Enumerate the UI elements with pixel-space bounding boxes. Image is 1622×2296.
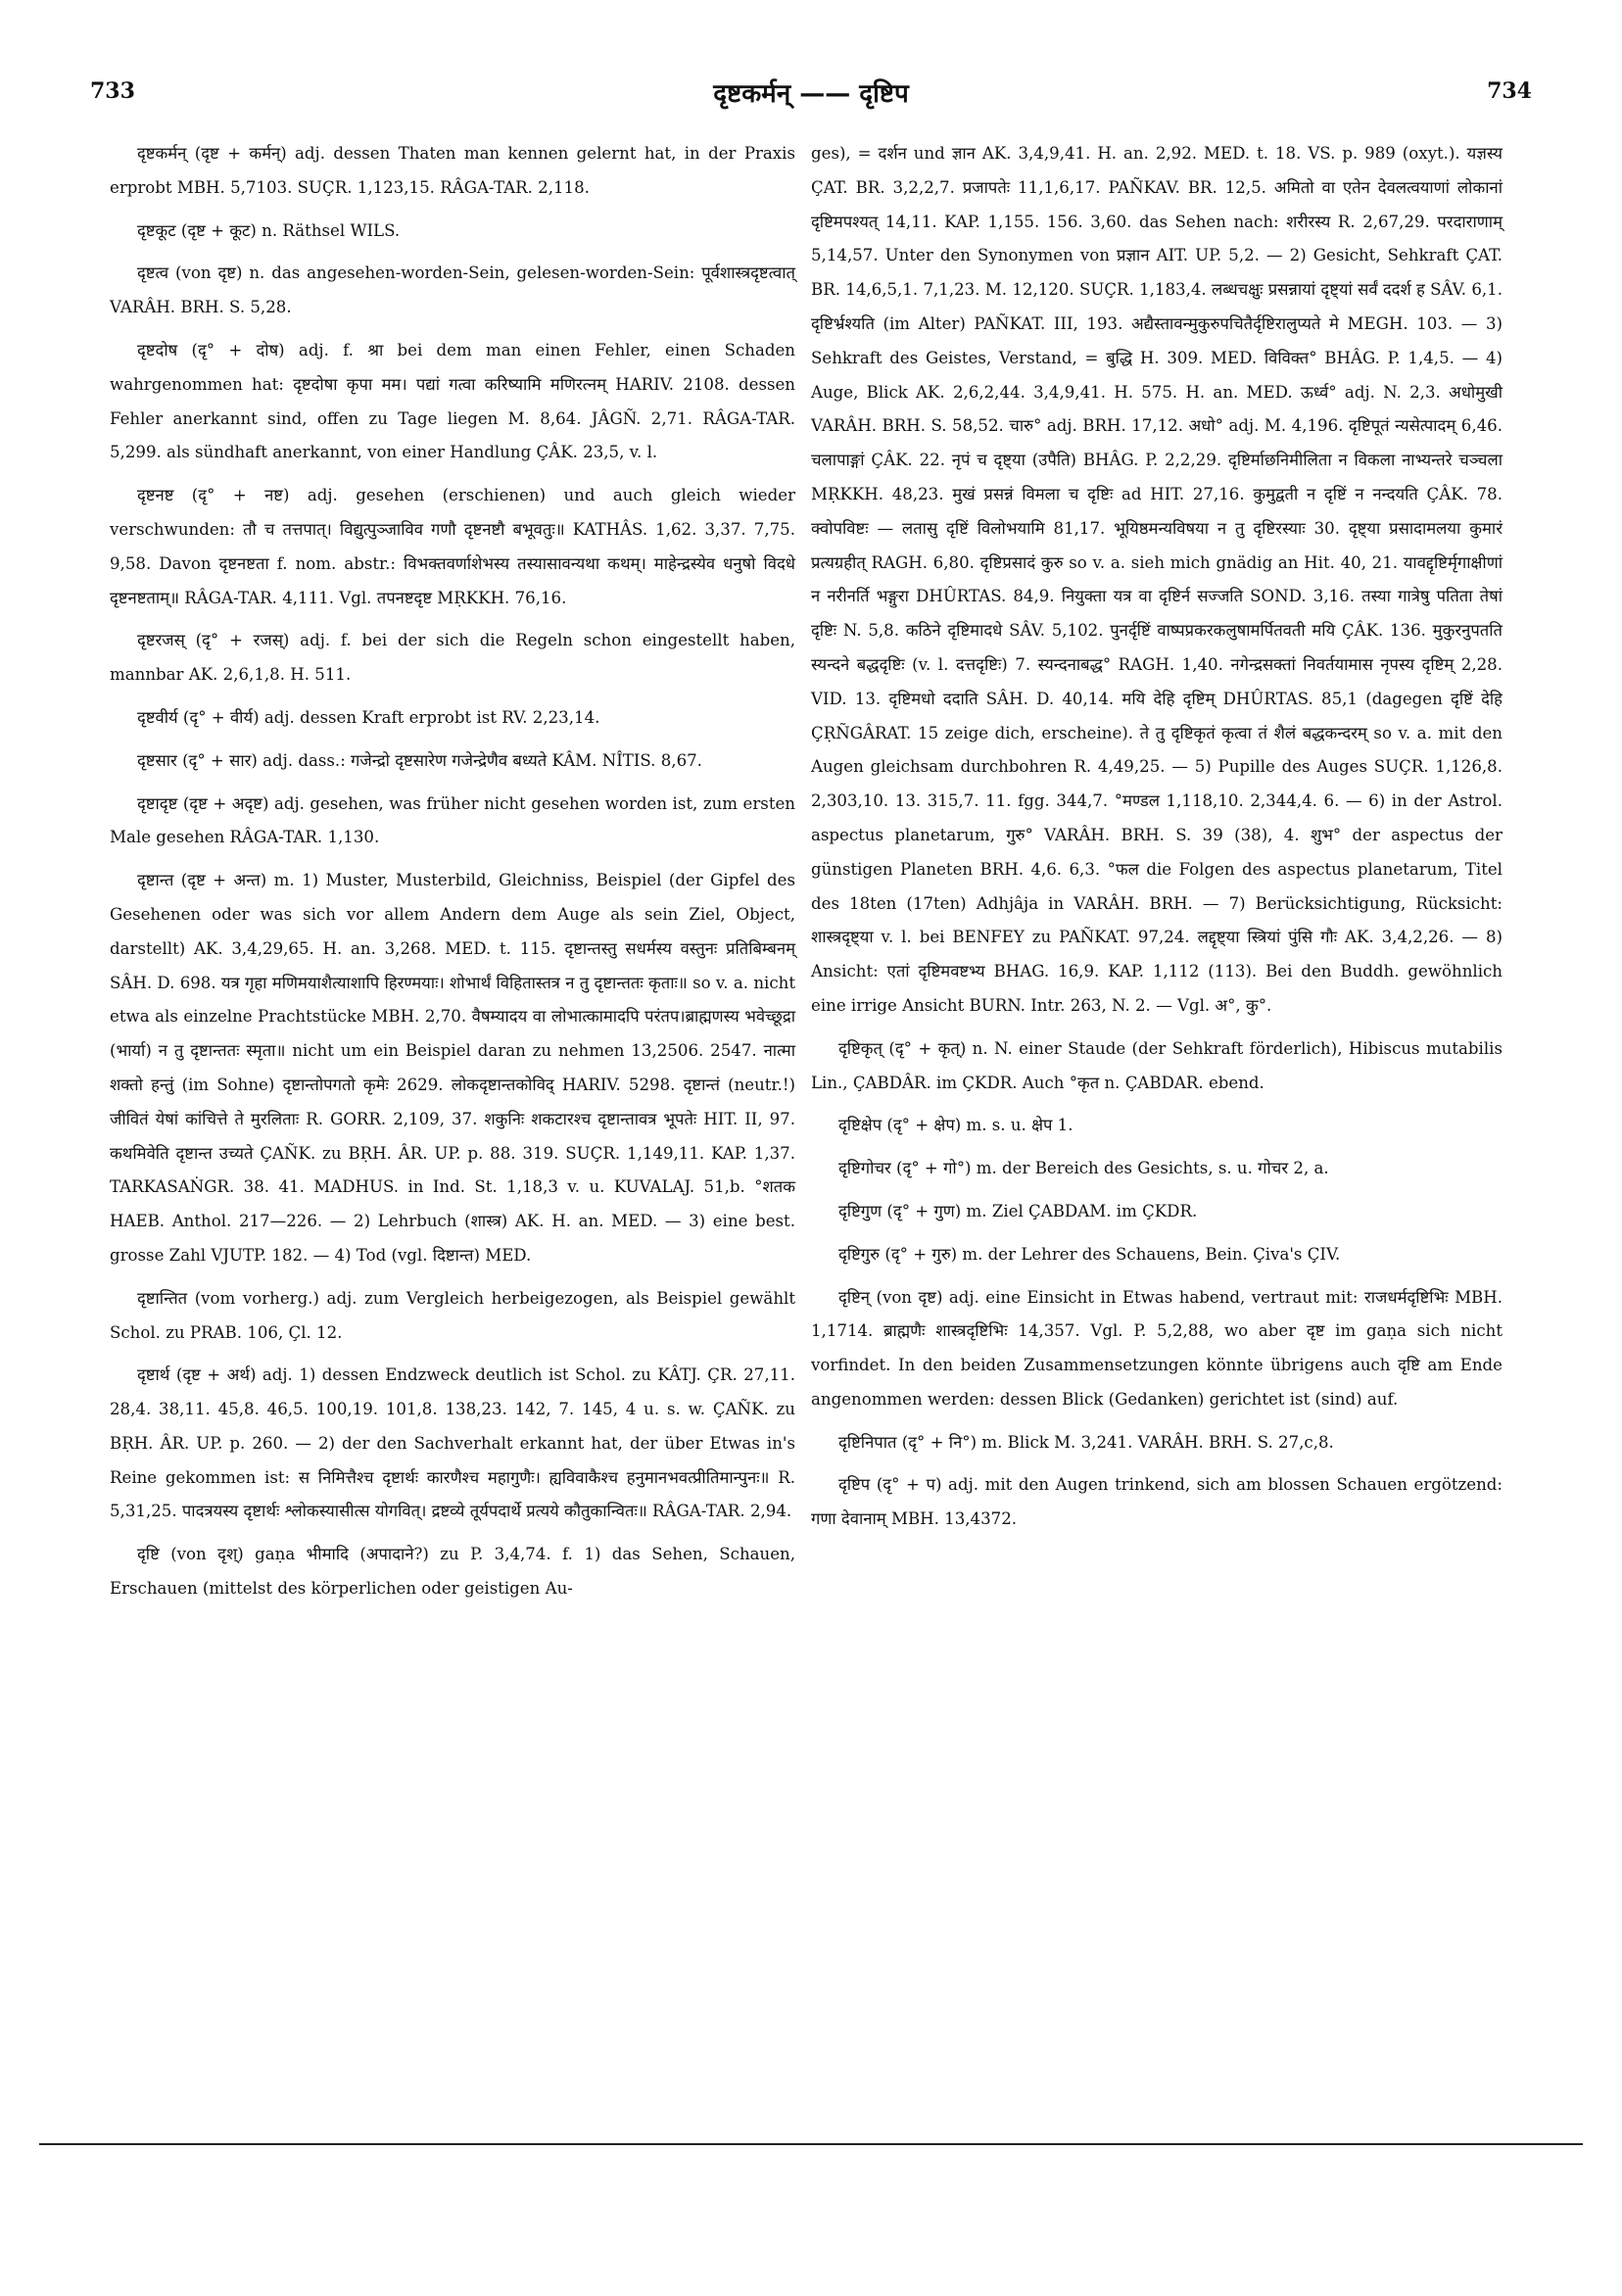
entry: दृष्टिगुरु (दृ° + गुरु) m. der Lehrer des Schauens, Bein. Çiva's ÇIV.: [838, 1244, 1341, 1264]
right-column: [811, 137, 1503, 1546]
left-column: [110, 137, 795, 1615]
page-header: [90, 78, 1532, 118]
bottom-rule: [39, 2143, 1583, 2145]
entry: दृष्टि (von दृश्) gaṇa भीमादि (अपादाने?) zu P. 3,4,74. f. 1) das Sehen, Schauen, Erschauen (mittelst des körperlichen oder geistigen Au-: [110, 1545, 795, 1599]
entry: दृष्टिनिपात (दृ° + नि°) m. Blick M. 3,241. VARÂH. BRH. S. 27,c,8.: [838, 1432, 1334, 1452]
entry: दृष्टादृष्ट (दृष्ट + अदृष्ट) adj. gesehen, was früher nicht gesehen worden ist, zum ersten Male gesehen RÂGA-TAR. 1,130.: [110, 793, 795, 847]
entry: दृष्टान्त (दृष्ट + अन्त) m. 1) Muster, Musterbild, Gleichniss, Beispiel (der Gipfel des Gesehenen oder was sich vor allem Andern dem Auge als sein Ziel, Object, darstellt) AK. 3,4,29,65. H. an. 3,268. MED. t. 115. दृष्टान्तस्तु सधर्मस्य वस्तुनः प्रतिबिम्बनम् SÂH. D. 698. यत्र गृहा मणिमयाशैत्याशापि हिरण्मयाः। शोभार्थं विहितास्तत्र न तु दृष्टान्ततः कृताः॥ so v. a. nicht etwa als einzelne Prachtstücke MBH. 2,70. वैषम्यादय वा लोभात्कामादपि परंतप।ब्राह्मणस्य भवेच्छूद्रा (भार्या) न तु दृष्टान्ततः स्मृता॥ nicht um ein Beispiel daran zu nehmen 13,2506. 2547. नात्मा शक्तो हन्तुं (im Sohne) दृष्टान्तोपगतो कृमेः 2629. लोकदृष्टान्तकोविद् HARIV. 5298. दृष्टान्तं (neutr.!) जीवितं येषां कांचित्ते ते मुरलिताः R. GORR. 2,109, 37. शकुनिः शकटारश्च दृष्टान्तावत्र भूपतेः HIT. II, 97. कथमिवेति दृष्टान्त उच्यते ÇAÑK. zu BṚH. ÂR. UP. p. 88. 319. SUÇR. 1,149,11. KAP. 1,37. TARKASAṄGR. 38. 41. MADHUS. in Ind. St. 1,18,3 v. u. KUVALAJ. 51,b. °शतक HAEB. Anthol. 217—226. — 2) Lehrbuch (शास्त्र) AK. H. an. MED. — 3) eine best. grosse Zahl VJUTP. 182. — 4) Tod (vgl. दिष्टान्त) MED.: [110, 871, 795, 1265]
entry: दृष्टिगुण (दृ° + गुण) m. Ziel ÇABDAM. im ÇKDR.: [838, 1201, 1198, 1220]
entry: दृष्टिन् (von दृष्ट) adj. eine Einsicht in Etwas habend, vertraut mit: राजधर्मदृष्टिभिः MBH. 1,1714. ब्राह्मणैः शास्त्रदृष्टिभिः 14,357. Vgl. P. 5,2,88, wo aber दृष्ट im gaṇa sich nicht vorfindet. In den beiden Zusammensetzungen könnte übrigens auch दृष्टि am Ende angenommen werden: dessen Blick (Gedanken) gerichtet ist (sind) auf.: [811, 1287, 1503, 1409]
entry: दृष्टदोष (दृ° + दोष) adj. f. श्रा bei dem man einen Fehler, einen Schaden wahrgenommen hat: दृष्टदोषा कृपा मम। पद्यां गत्वा करिष्यामि मणिरत्नम् HARIV. 2108. dessen Fehler anerkannt sind, offen zu Tage liegen M. 8,64. JÂGÑ. 2,71. RÂGA-TAR. 5,299. als sündhaft anerkannt, von einer Handlung ÇÂK. 23,5, v. l.: [110, 340, 795, 462]
entry: दृष्टिक्षेप (दृ° + क्षेप) m. s. u. क्षेप 1.: [838, 1116, 1073, 1135]
entry: दृष्टान्तित (vom vorherg.) adj. zum Vergleich herbeigezogen, als Beispiel gewählt Schol. zu PRAB. 106, Çl. 12.: [110, 1288, 795, 1342]
entry: दृष्टिगोचर (दृ° + गो°) m. der Bereich des Gesichts, s. u. गोचर 2, a.: [838, 1159, 1329, 1178]
entry: दृष्टार्थ (दृष्ट + अर्थ) adj. 1) dessen Endzweck deutlich ist Schol. zu KÂTJ. ÇR. 27,11. 28,4. 38,11. 45,8. 46,5. 100,19. 101,8. 138,23. 142, 7. 145, 4 u. s. w. ÇAÑK. zu BṚH. ÂR. UP. p. 260. — 2) der den Sachverhalt erkannt hat, der über Etwas in's Reine gekommen ist: स निमित्तैश्च दृष्टार्थः कारणैश्च महागुणैः। ह्यविवाकैश्च हनुमानभवत्प्रीतिमान्पुनः॥ R. 5,31,25. पादत्रयस्य दृष्टार्थः श्लोकस्यासीत्स योगवित्। द्रष्टव्ये तूर्यपदार्थे प्रत्यये कौतुकान्वितः॥ RÂGA-TAR. 2,94.: [110, 1365, 795, 1521]
entry: दृष्टकर्मन् (दृष्ट + कर्मन्) adj. dessen Thaten man kennen gelernt hat, in der Praxis erprobt MBH. 5,7103. SUÇR. 1,123,15. RÂGA-TAR. 2,118.: [110, 144, 795, 197]
page-number-right: 734: [1487, 78, 1532, 104]
running-head: दृष्टकर्मन् —— दृष्टिप: [713, 79, 909, 109]
entry: दृष्टनष्ट (दृ° + नष्ट) adj. gesehen (erschienen) und auch gleich wieder verschwunden: तौ च तत्तपात्। विद्युत्पुञ्जाविव गणौ दृष्टनष्टौ बभूवतुः॥ KATHÂS. 1,62. 3,37. 7,75. 9,58. Davon दृष्टनष्टता f. nom. abstr.: विभक्तवर्णाशेभस्य तस्यासावन्यथा कथम्। माहेन्द्रस्येव धनुषो विदधे दृष्टनष्टताम्॥ RÂGA-TAR. 4,111. Vgl. तपनष्टदृष्ट MṚKKH. 76,16.: [110, 486, 795, 607]
page-number-left: 733: [90, 78, 135, 104]
entry: दृष्टवीर्य (दृ° + वीर्य) adj. dessen Kraft erprobt ist RV. 2,23,14.: [137, 707, 600, 727]
entry: दृष्टकूट (दृष्ट + कूट) n. Räthsel WILS.: [137, 220, 401, 240]
entry: दृष्टिप (दृ° + प) adj. mit den Augen trinkend, sich am blossen Schauen ergötzend: गणा देवानाम् MBH. 13,4372.: [811, 1475, 1503, 1529]
entry: दृष्टसार (दृ° + सार) adj. dass.: गजेन्द्रो दृष्टसारेण गजेन्द्रेणैव बध्यते KÂM. NÎTIS. 8,67.: [137, 750, 702, 770]
entry: दृष्टरजस् (दृ° + रजस्) adj. f. bei der sich die Regeln schon eingestellt haben, mannbar AK. 2,6,1,8. H. 511.: [110, 631, 795, 685]
entry: दृष्टिकृत् (दृ° + कृत्) n. N. einer Staude (der Sehkraft förderlich), Hibiscus mutabilis Lin., ÇABDÂR. im ÇKDR. Auch °कृत n. ÇABDAR. ebend.: [811, 1038, 1503, 1092]
entry: दृष्टत्व (von दृष्ट) n. das angesehen-worden-Sein, gelesen-worden-Sein: पूर्वशास्त्रदृष्टत्वात् VARÂH. BRH. S. 5,28.: [110, 263, 795, 317]
entry-continuation: ges), = दर्शन und ज्ञान AK. 3,4,9,41. H. an. 2,92. MED. t. 18. VS. p. 989 (oxyt.). यज्ञस्य ÇAT. BR. 3,2,2,7. प्रजापतेः 11,1,6,17. PAÑKAV. BR. 12,5. अमितो वा एतेन देवलत्वयाणां लोकानां दृष्टिमपश्यत् 14,11. KAP. 1,155. 156. 3,60. das Sehen nach: शरीरस्य R. 2,67,29. परदाराणाम् 5,14,57. Unter den Synonymen von प्रज्ञान AIT. UP. 5,2. — 2) Gesicht, Sehkraft ÇAT. BR. 14,6,5,1. 7,1,23. M. 12,120. SUÇR. 1,183,4. लब्धचक्षुः प्रसन्नायां दृष्ट्यां सर्वं ददर्श ह SÂV. 6,1. दृष्टिर्भ्रश्यति (im Alter) PAÑKAT. III, 193. अद्यैस्तावन्मुकुरुपचितैर्दृष्टिरालुप्यते मे MEGH. 103. — 3) Sehkraft des Geistes, Verstand, = बुद्धि H. 309. MED. विविक्त° BHÂG. P. 1,4,5. — 4) Auge, Blick AK. 2,6,2,44. 3,4,9,41. H. 575. H. an. MED. ऊर्ध्व° adj. N. 2,3. अधोमुखी VARÂH. BRH. S. 58,52. चारु° adj. BRH. 17,12. अधो° adj. M. 4,196. दृष्टिपूतं न्यसेत्पादम् 6,46. चलापाङ्गां ÇÂK. 22. नृपं च दृष्ट्या (उपैति) BHÂG. P. 2,2,29. दृष्टिर्माछनिमीलिता न विकला नाभ्यन्तरे चञ्चला MṚKKH. 48,23. मुखं प्रसन्नं विमला च दृष्टिः ad HIT. 27,16. कुमुद्वती न दृष्टिं न नन्दयति ÇÂK. 78. क्वोपविष्टः — लतासु दृष्टिं विलोभयामि 81,17. भूयिष्ठमन्यविषया न तु दृष्टिरस्याः 30. दृष्ट्या प्रसादामलया कुमारं प्रत्यग्रहीत् RAGH. 6,80. दृष्टिप्रसादं कुरु so v. a. sieh mich gnädig an Hit. 40, 21. यावद्दृष्टिर्मृगाक्षीणां न नरीनर्ति भङ्गुरा DHÛRTAS. 84,9. नियुक्ता यत्र वा दृष्टिर्न सज्जति SOND. 3,16. तस्या गात्रेषु पतिता तेषां दृष्टिः N. 5,8. कठिने दृष्टिमादधे SÂV. 5,102. पुनर्दृष्टिं वाष्पप्रकरकलुषामर्पितवती मयि ÇÂK. 136. मुकुरनुपतति स्यन्दने बद्धदृष्टिः (v. l. दत्तदृष्टिः) 7. स्यन्दनाबद्ध° RAGH. 1,40. नगेन्द्रसक्तां निवर्तयामास नृपस्य दृष्टिम् 2,28. VID. 13. दृष्टिमधो ददाति SÂH. D. 40,14. मयि देहि दृष्टिम् DHÛRTAS. 85,1 (dagegen दृष्टिं देहि ÇṚÑGÂRAT. 15 zeige dich, erscheine). ते तु दृष्टिकृतं कृत्वा तं शैलं बद्धकन्दरम् so v. a. mit den Augen gleichsam durchbohren R. 4,49,25. — 5) Pupille des Auges SUÇR. 1,126,8. 2,303,10. 13. 315,7. 11. fgg. 344,7. °मण्डल 1,118,10. 2,344,4. 6. — 6) in der Astrol. aspectus planetarum, गुरु° VARÂH. BRH. S. 39 (38), 4. शुभ° der aspectus der günstigen Planeten BRH. 4,6. 6,3. °फल die Folgen des aspectus planetarum, Titel des 18ten (17ten) Adhjâja in VARÂH. BRH. — 7) Berücksichtigung, Rücksicht: शास्त्रदृष्ट्या v. l. bei BENFEY zu PAÑKAT. 97,24. लद्दृष्ट्या स्त्रियां पुंसि गौः AK. 3,4,2,26. — 8) Ansicht: एतां दृष्टिमवष्टभ्य BHAG. 16,9. KAP. 1,112 (113). Bei den Buddh. gewöhnlich eine irrige Ansicht BURN. Intr. 263, N. 2. — Vgl. अ°, कु°.: [811, 144, 1503, 1015]
